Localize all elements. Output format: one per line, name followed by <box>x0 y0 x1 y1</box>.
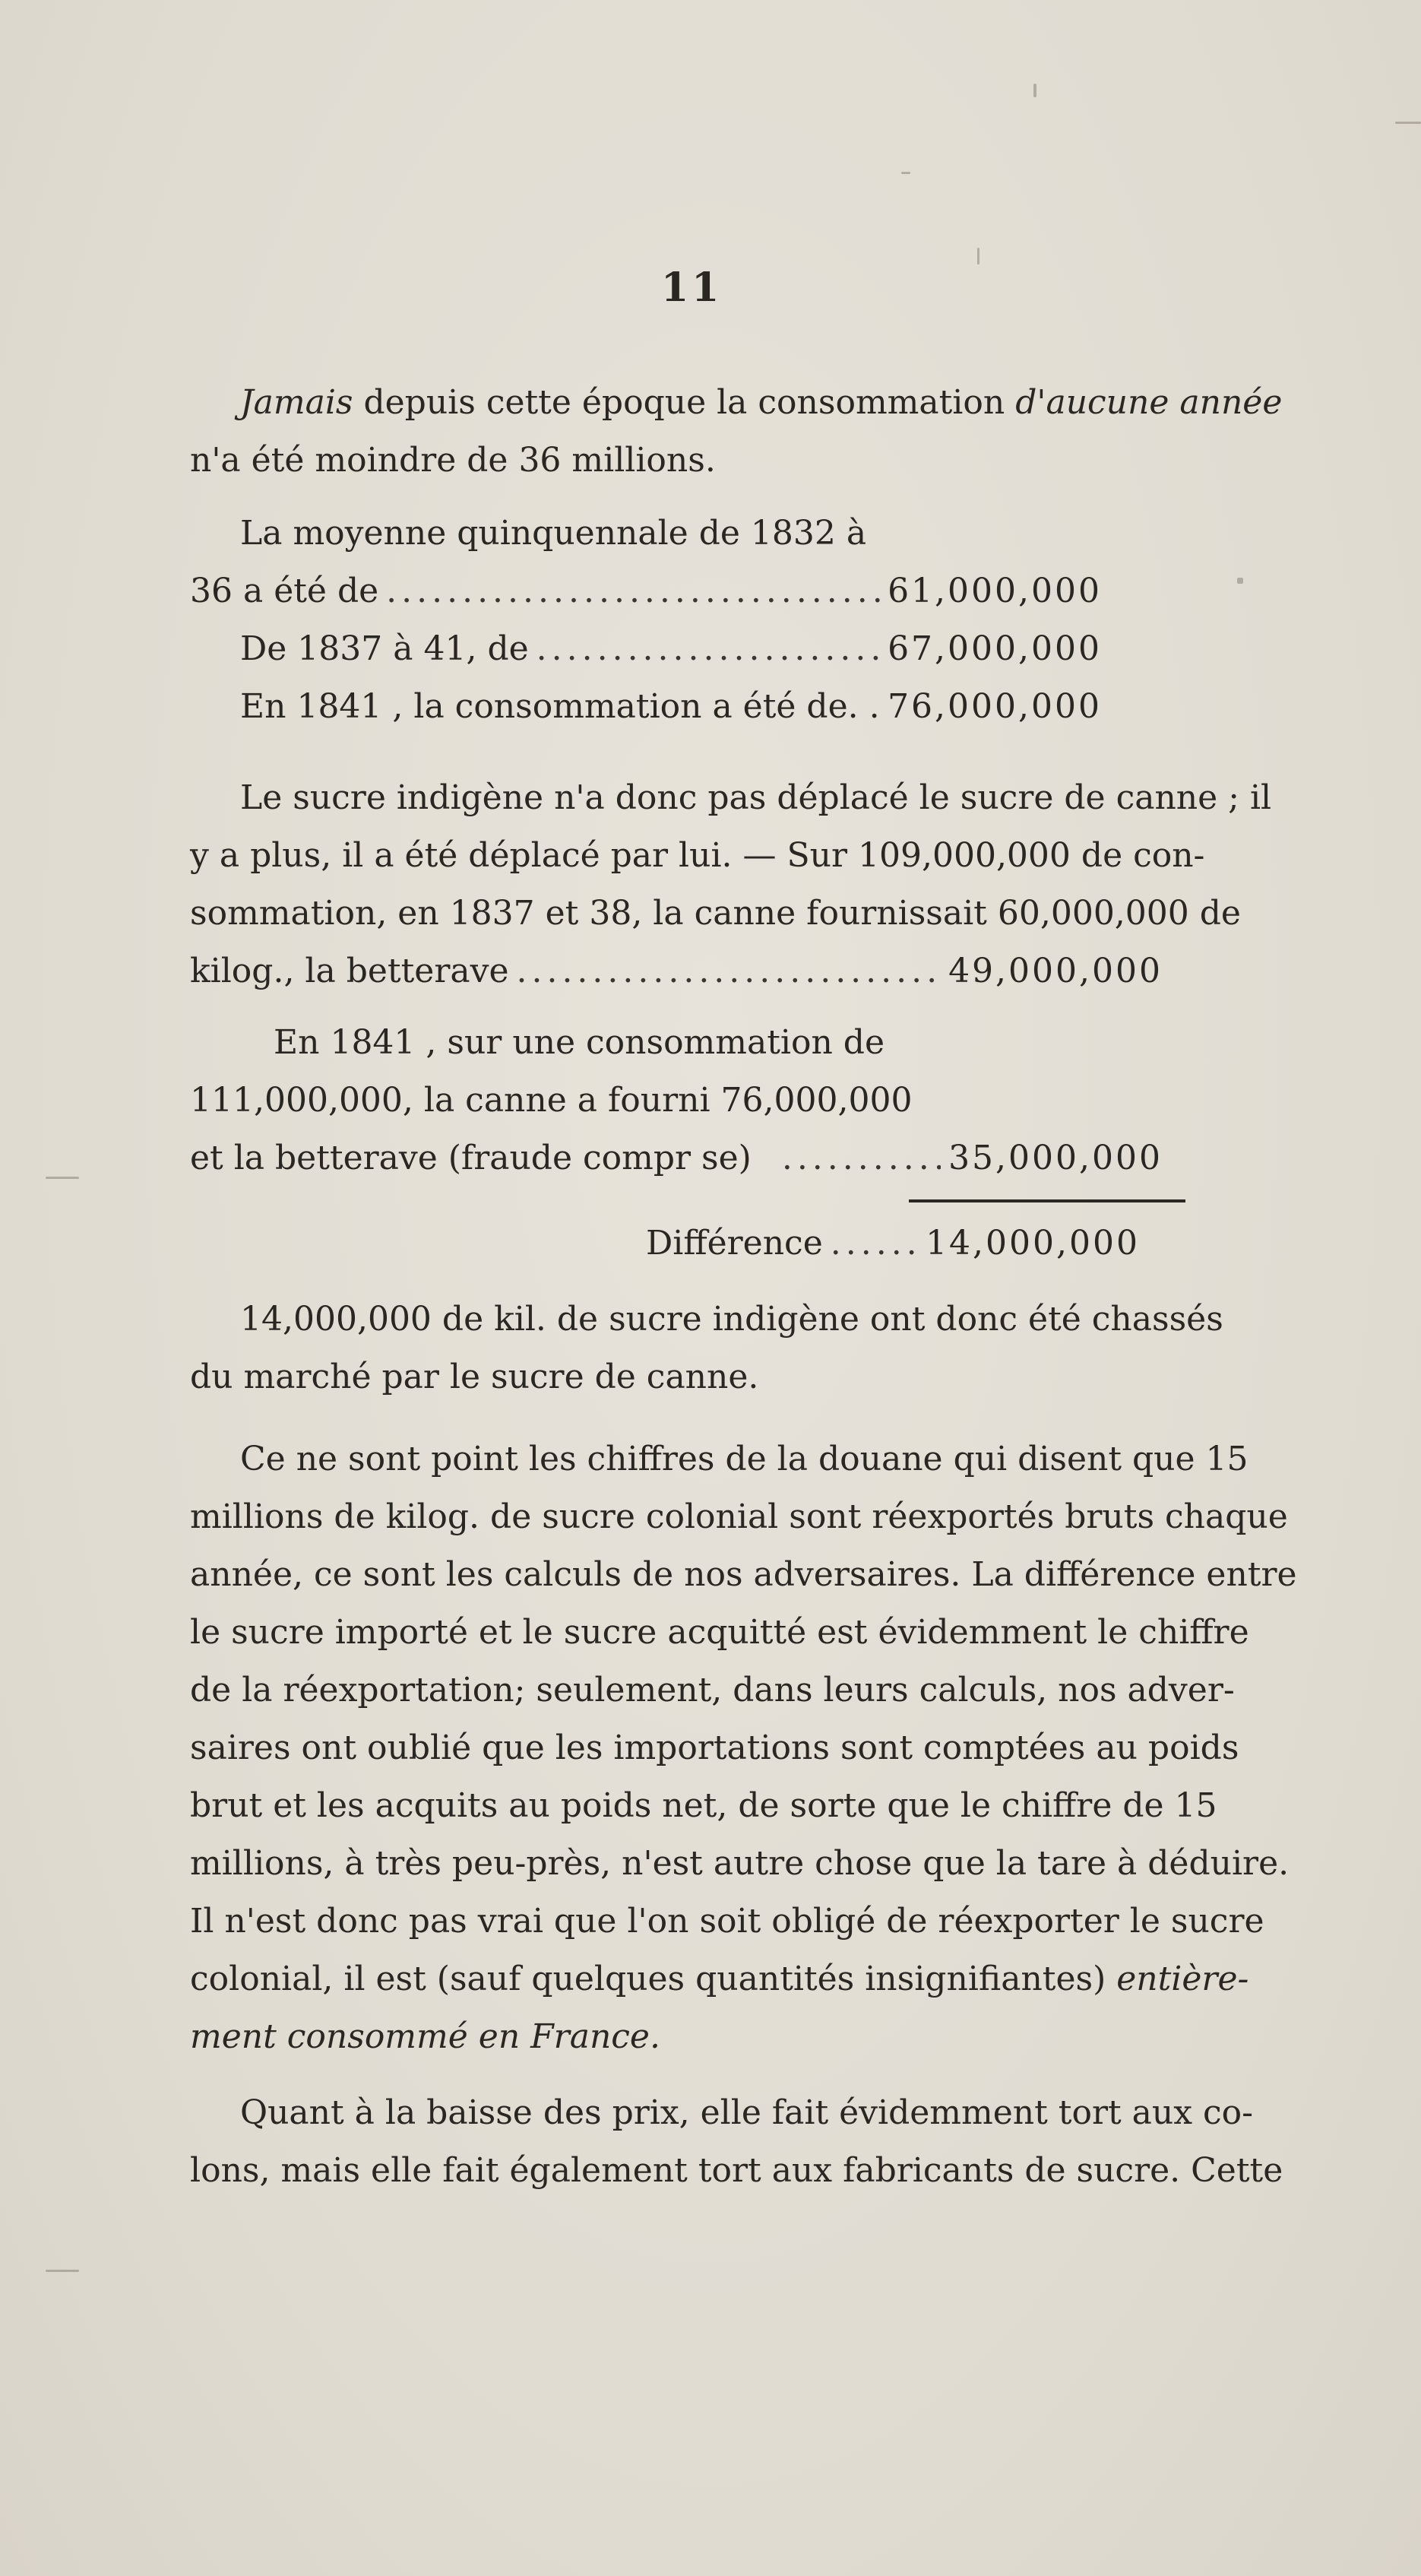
paragraph-line: saires ont oublié que les importations sont comptées au poids <box>190 1728 1239 1767</box>
averages-table <box>190 505 1102 736</box>
row-label: 36 a été de <box>190 572 379 610</box>
row-label: et la betterave (fraude compr se) <box>190 1139 752 1177</box>
body-text: colonial, il est (sauf quelques quantités insignifiantes) <box>190 1960 1117 1998</box>
paragraph-baisse-prix <box>190 2084 1283 2200</box>
paragraph-1841 <box>190 1014 1163 1187</box>
paragraph-line: Quant à la baisse des prix, elle fait évidemment tort aux co- <box>240 2093 1254 2132</box>
paragraph-line: le sucre importé et le sucre acquitté est évidemment le chiffre <box>190 1613 1249 1652</box>
paragraph-line: année, ce sont les calculs de nos adversaires. La différence entre <box>190 1555 1297 1594</box>
italic-text: d'aucune année <box>1015 383 1283 422</box>
paragraph-line: Il n'est donc pas vrai que l'on soit obligé de réexporter le sucre <box>190 1902 1264 1941</box>
paragraph-line: lons, mais elle fait également tort aux fabricants de sucre. Cette <box>190 2151 1283 2190</box>
paragraph-line <box>190 374 1283 432</box>
paragraph-line: En 1841 , sur une consommation de <box>274 1023 885 1062</box>
paragraph-line: du marché par le sucre de canne. <box>190 1358 759 1396</box>
paragraph-line: y a plus, il a été déplacé par lui. — Sur 109,000,000 de con- <box>190 836 1205 875</box>
row-value: 35,000,000 <box>948 1139 1163 1177</box>
paper-speck <box>1395 122 1421 124</box>
paragraph-line: 111,000,000, la canne a fourni 76,000,000 <box>190 1081 913 1120</box>
row-value: 49,000,000 <box>948 952 1163 990</box>
paper-speck <box>901 172 910 174</box>
dot-leader <box>536 620 880 678</box>
table-row <box>190 562 1102 620</box>
paper-speck <box>1237 578 1243 584</box>
italic-text: entière- <box>1116 1960 1249 1998</box>
row-value: 61,000,000 <box>888 572 1102 610</box>
dot-leader <box>386 562 880 620</box>
paragraph-sucre-indigene <box>190 769 1272 1000</box>
italic-text: Jamais <box>240 383 353 422</box>
paragraph-line: de la réexportation; seulement, dans leurs calculs, nos adver- <box>190 1671 1235 1709</box>
table-intro: La moyenne quinquennale de 1832 à <box>240 514 867 553</box>
row-label: De 1837 à 41, de <box>240 629 529 668</box>
paper-speck <box>977 248 980 265</box>
row-label: kilog., la betterave <box>190 952 509 990</box>
paper-speck <box>46 2270 79 2272</box>
dot-leader <box>782 1130 941 1187</box>
table-row <box>190 620 1102 678</box>
paragraph-douane <box>190 1431 1297 2066</box>
paragraph-line: ment consommé en France. <box>190 2017 660 2056</box>
page-number: 11 <box>661 265 723 311</box>
sum-rule <box>909 1199 1185 1202</box>
paragraph-line: Le sucre indigène n'a donc pas déplacé le sucre de canne ; il <box>240 778 1272 817</box>
table-row <box>190 678 1102 736</box>
paragraph-line: Ce ne sont point les chiffres de la douane qui disent que 15 <box>240 1440 1249 1478</box>
paragraph-line: sommation, en 1837 et 38, la canne fournissait 60,000,000 de <box>190 894 1241 933</box>
row-label: Différence <box>646 1224 823 1263</box>
paper-speck <box>1033 84 1036 97</box>
table-row <box>190 1130 1163 1187</box>
row-value: 76,000,000 <box>888 687 1102 726</box>
paragraph-line: brut et les acquits au poids net, de sorte que le chiffre de 15 <box>190 1786 1217 1825</box>
row-label: En 1841 , la consommation a été de. . <box>240 687 880 726</box>
row-value: 14,000,000 <box>926 1224 1140 1263</box>
paragraph-chasses <box>190 1291 1223 1406</box>
dot-leader <box>516 943 941 1000</box>
paragraph-line: millions, à très peu-près, n'est autre chose que la tare à déduire. <box>190 1844 1290 1883</box>
body-text: depuis cette époque la consommation <box>353 383 1016 422</box>
table-row <box>190 943 1163 1000</box>
dot-leader <box>831 1215 918 1272</box>
paragraph-jamais <box>190 374 1283 490</box>
row-value: 67,000,000 <box>888 629 1102 668</box>
paragraph-line: n'a été moindre de 36 millions. <box>190 441 716 480</box>
table-row <box>646 1215 1140 1272</box>
paragraph-line: 14,000,000 de kil. de sucre indigène ont donc été chassés <box>240 1300 1223 1339</box>
difference-row <box>646 1215 1140 1272</box>
paper-speck <box>46 1177 79 1179</box>
paragraph-line: millions de kilog. de sucre colonial sont réexportés bruts chaque <box>190 1497 1288 1536</box>
paragraph-line <box>190 1950 1249 2008</box>
